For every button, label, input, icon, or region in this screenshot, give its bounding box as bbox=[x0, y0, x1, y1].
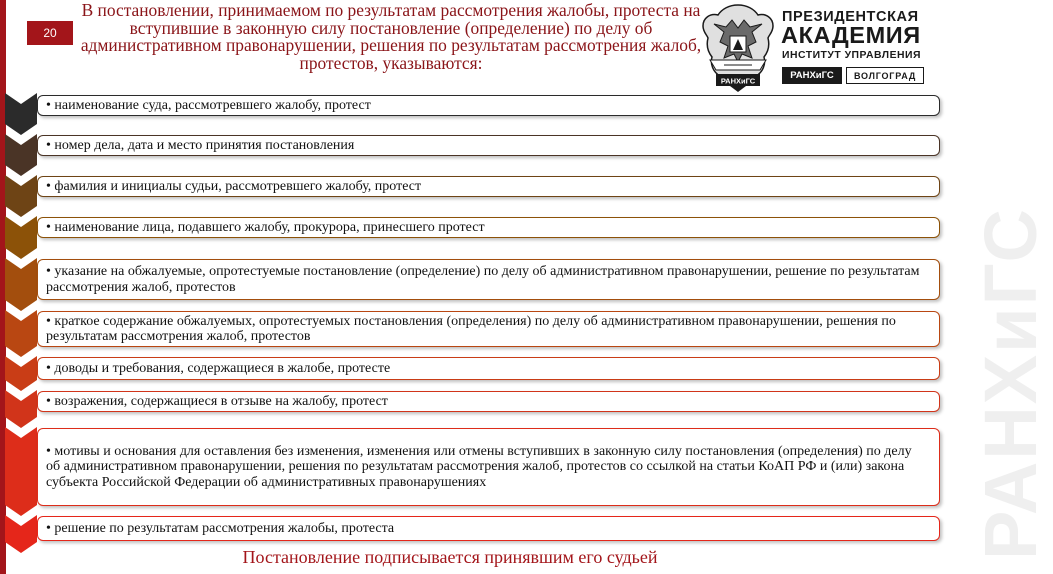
emblem-caption: РАНХиГС bbox=[720, 76, 756, 86]
slide-number: 20 bbox=[43, 26, 57, 40]
logo-tag-ranepa: РАНХиГС bbox=[782, 67, 842, 84]
list-item bbox=[37, 259, 940, 300]
chevron-icon bbox=[5, 258, 37, 311]
chevron-icon bbox=[5, 427, 37, 516]
list-item bbox=[37, 357, 940, 380]
emblem-icon bbox=[700, 2, 776, 94]
chevron-icon bbox=[5, 93, 37, 135]
list-item-text: • фамилия и инициалы судьи, рассмотревшего жалобу, протест bbox=[46, 178, 422, 194]
logo-line-1: ПРЕЗИДЕНТСКАЯ bbox=[782, 9, 919, 25]
list-item-text: • возражения, содержащиеся в отзыве на жалобу, протест bbox=[46, 393, 388, 409]
logo-tag-city: ВОЛГОГРАД bbox=[846, 67, 924, 84]
list-item-text: • наименование лица, подавшего жалобу, прокурора, принесшего протест bbox=[46, 219, 485, 235]
list-item bbox=[37, 391, 940, 412]
left-accent-rail bbox=[0, 0, 6, 574]
chevron-icon bbox=[5, 310, 37, 357]
list-item-text: • решение по результатам рассмотрения жалобы, протеста bbox=[46, 520, 395, 536]
list-item bbox=[37, 95, 940, 116]
list-item bbox=[37, 428, 940, 506]
list-item-text: • краткое содержание обжалуемых, опротестуемых постановления (определения) по делу об административном правонарушении, решения по результатам рассмотрения жалоб, протестов bbox=[46, 313, 896, 344]
list-item-text: • указание на обжалуемые, опротестуемые постановление (определение) по делу об административном правонарушении, решение по результатам рассмотрения жалоб, протестов bbox=[46, 264, 920, 295]
list-item-text: • мотивы и основания для оставления без изменения, изменения или отмены вступивших в законную силу постановления (определения) по делу об административном правонарушении, решения по результатам рассмотрения жалоб, протестов со ссылкой на статьи КоАП РФ и (или) закона субъекта Российской Федерации об административных правонарушениях bbox=[46, 443, 912, 490]
list-item bbox=[37, 176, 940, 197]
list-item bbox=[37, 217, 940, 238]
list-item-text: • наименование суда, рассмотревшего жалобу, протест bbox=[46, 97, 371, 113]
chevron-icon bbox=[5, 175, 37, 217]
watermark-text: РАНХиГС bbox=[969, 207, 1052, 560]
academy-logo bbox=[700, 2, 932, 94]
list-item bbox=[37, 135, 940, 156]
footer-note: Постановление подписывается принявшим его судьей bbox=[242, 547, 658, 567]
list-item bbox=[37, 516, 940, 541]
logo-line-2: АКАДЕМИЯ bbox=[781, 22, 921, 48]
logo-line-3: ИНСТИТУТ УПРАВЛЕНИЯ bbox=[782, 50, 921, 61]
list-item-text: • доводы и требования, содержащиеся в жалобе, протесте bbox=[46, 360, 391, 376]
chevron-icon bbox=[5, 216, 37, 259]
chevron-icon bbox=[5, 134, 37, 176]
watermark bbox=[962, 0, 1052, 574]
chevron-icon bbox=[5, 356, 37, 391]
chevron-icon bbox=[5, 390, 37, 428]
list-item-text: • номер дела, дата и место принятия постановления bbox=[46, 137, 355, 153]
list-item bbox=[37, 311, 940, 347]
slide-number-badge bbox=[27, 21, 73, 45]
slide-title: В постановлении, принимаемом по результатам рассмотрения жалобы, протеста на вступившие в законную силу постановление (определение) по делу об административном правонарушении, решения по результатам рассмотрения жалоб, протестов, указываются: bbox=[80, 0, 702, 73]
